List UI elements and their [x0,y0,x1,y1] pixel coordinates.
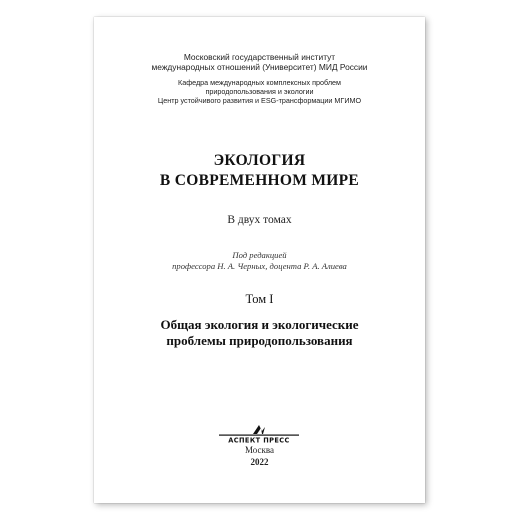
department-line: природопользования и экологии [205,86,314,96]
department-line: Кафедра международных комплексных проблем [178,78,341,87]
department-line: Центр устойчивого развития и ESG-трансформации МГИМО [157,95,362,105]
editors [94,250,425,272]
logo-text: АСПЕКТ ПРЕСС [228,436,290,444]
institution-line: Московский государственный институт [183,52,336,62]
volume-label: Том I [245,292,274,306]
book-title-line: В СОВРЕМЕННОМ МИРЕ [159,172,360,189]
volume-title-line: проблемы природопользования [166,333,353,348]
volume-title-line: Общая экология и экологические [160,317,359,332]
book-title [94,151,425,191]
department-name [94,79,425,106]
title-page [94,17,425,503]
editors-line: профессора Н. А. Черных, доцента Р. А. Алиева [172,261,347,271]
institution-line: международных отношений (Университет) МИД России [151,62,368,73]
publisher-logo [213,422,305,444]
publication-year: 2022 [250,457,269,467]
book-subtitle: В двух томах [227,214,292,226]
volume-title [94,317,425,349]
book-title-line: ЭКОЛОГИЯ [213,152,306,169]
publisher-city: Москва [245,445,274,455]
institution-name [94,52,425,73]
editors-line: Под редакцией [232,250,287,260]
